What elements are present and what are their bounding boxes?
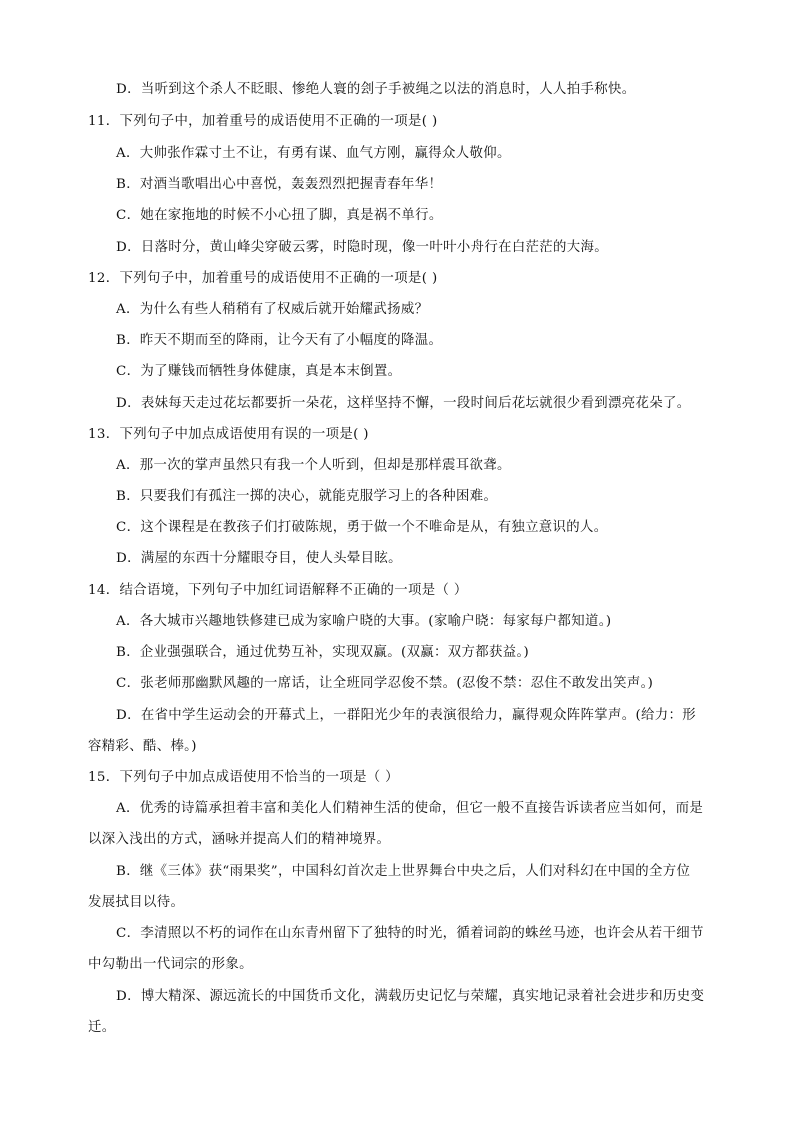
answer-option: B．企业强强联合，通过优势互补，实现双赢。(双赢：双方都获益。) [116,645,530,660]
answer-option: B．继《三体》获“雨果奖”，中国科幻首次走上世界舞台中央之后，人们对科幻在中国的全方位 [116,864,691,879]
question-stem: 11．下列句子中，加着重号的成语使用不正确的一项是( ) [88,114,438,129]
answer-option: A．各大城市兴趣地铁修建已成为家喻户晓的大事。(家喻户晓：每家每户都知道。) [116,614,612,629]
answer-option: D．日落时分，黄山峰尖穿破云雾，时隐时现，像一叶叶小舟行在白茫茫的大海。 [116,240,609,255]
option-continuation: 中勾勒出一代词宗的形象。 [88,957,253,972]
answer-option: C．李清照以不朽的词作在山东青州留下了独特的时光，循着词韵的蛛丝马迹，也许会从若干细节 [116,926,704,941]
answer-option: A．为什么有些人稍稍有了权威后就开始耀武扬威？ [116,302,429,317]
answer-option: D．当听到这个杀人不眨眼、惨绝人寰的刽子手被绳之以法的消息时，人人拍手称快。 [116,82,636,97]
question-stem: 15．下列句子中加点成语使用不恰当的一项是（ ） [88,770,399,785]
option-continuation: 发展拭目以待。 [88,895,185,910]
option-continuation: 容精彩、酷、棒。) [88,739,197,754]
answer-option: A．优秀的诗篇承担着丰富和美化人们精神生活的使命，但它一般不直接告诉读者应当如何，而是 [116,801,704,816]
question-stem: 12．下列句子中，加着重号的成语使用不正确的一项是( ) [88,271,438,286]
answer-option: D．表妹每天走过花坛都要折一朵花，这样坚持不懈，一段时间后花坛就很少看到漂亮花朵了。 [116,396,691,411]
answer-option: D．在省中学生运动会的开幕式上，一群阳光少年的表演很给力，赢得观众阵阵掌声。(给力：形 [116,708,697,723]
answer-option: B．昨天不期而至的降雨，让今天有了小幅度的降温。 [116,333,443,348]
option-continuation: 迁。 [88,1020,116,1035]
answer-option: C．这个课程是在教孩子们打破陈规，勇于做一个不唯命是从，有独立意识的人。 [116,520,608,535]
question-stem: 13．下列句子中加点成语使用有误的一项是( ) [88,427,369,442]
answer-option: B．对酒当歌唱出心中喜悦，轰轰烈烈把握青春年华！ [116,177,443,192]
answer-option: D．满屋的东西十分耀眼夺目，使人头晕目眩。 [116,551,402,566]
answer-option: A．那一次的掌声虽然只有我一个人听到，但却是那样震耳欲聋。 [116,458,511,473]
answer-option: C．她在家拖地的时候不小心扭了脚，真是祸不单行。 [116,208,443,223]
answer-option: B．只要我们有孤注一掷的决心，就能克服学习上的各种困难。 [116,489,498,504]
answer-option: D．博大精深、源远流长的中国货币文化，满载历史记忆与荣耀，真实地记录着社会进步和历史变 [116,989,705,1004]
answer-option: A．大帅张作霖寸土不让，有勇有谋、血气方刚，赢得众人敬仰。 [116,146,511,161]
answer-option: C．张老师那幽默风趣的一席话，让全班同学忍俊不禁。(忍俊不禁：忍住不敢发出笑声。) [116,676,654,691]
question-stem: 14．结合语境，下列句子中加红词语解释不正确的一项是（ ） [88,583,468,598]
option-continuation: 以深入浅出的方式，涵咏并提高人们的精神境界。 [88,832,391,847]
answer-option: C．为了赚钱而牺牲身体健康，真是本末倒置。 [116,364,402,379]
